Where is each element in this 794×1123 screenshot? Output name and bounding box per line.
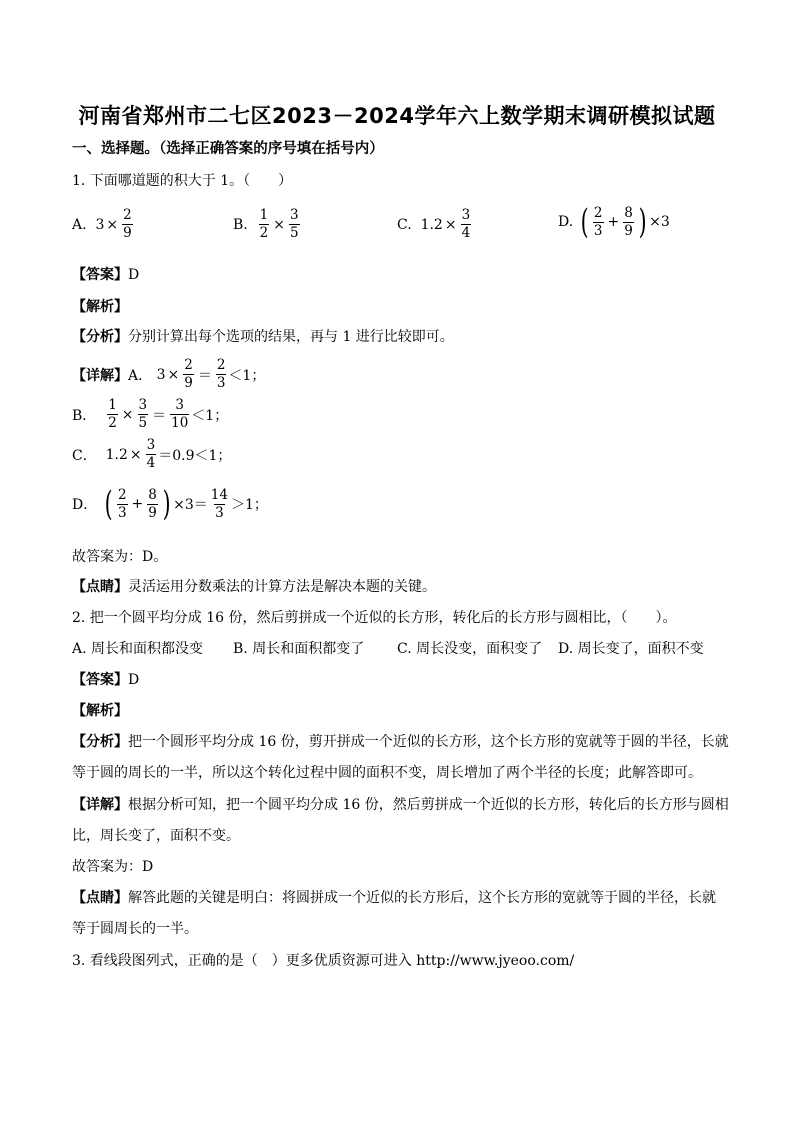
fraction: $\frac{2}{3}$ xyxy=(117,486,127,521)
fraction: $\frac{2}{9}$ xyxy=(184,357,193,391)
q1-fenxi: 【分析】分别计算出每个选项的结果，再与 1 进行比较即可。 xyxy=(72,329,454,345)
q1-answer: 【答案】D xyxy=(72,267,140,283)
q2-analysis-heading: 【解析】 xyxy=(72,703,128,719)
q1-stem: 1. 下面哪道题的积大于 1。（ ） xyxy=(72,173,293,189)
fraction: $\frac{1}{2}$ xyxy=(259,207,269,241)
q2-detail-line2: 比，周长变了，面积不变。 xyxy=(72,828,240,844)
q1-analysis-heading: 【解析】 xyxy=(72,299,128,315)
q2-fenxi-line1: 【分析】把一个圆形平均分成 16 份，剪开拼成一个近似的长方形，这个长方形的宽就等于圆的半径，长就 xyxy=(72,734,729,750)
q3-stem: 3. 看线段图列式，正确的是（ ）更多优质资源可进入 http://www.jyeoo.com/ xyxy=(72,953,575,969)
document-title: 河南省郑州市二七区2023－2024学年六上数学期末调研模拟试题 xyxy=(78,104,716,128)
q2-detail-line1: 【详解】根据分析可知，把一个圆平均分成 16 份，然后剪拼成一个近似的长方形，转化后的长方形与圆相 xyxy=(72,797,729,813)
q1-option-d: D. ( $\frac{2}{3}$ + $\frac{8}{9}$ ) ×3 xyxy=(558,202,670,242)
q2-conclusion: 故答案为：D xyxy=(72,859,154,875)
fraction: $\frac{3}{4}$ xyxy=(461,207,471,241)
q2-option-a: A. 周长和面积都没变 xyxy=(72,641,204,657)
fraction: $\frac{2}{9}$ xyxy=(123,207,132,241)
q1-option-b: B. $\frac{1}{2}$ × $\frac{3}{5}$ xyxy=(233,207,299,241)
q2-answer: 【答案】D xyxy=(72,672,140,688)
q1-detail-d: D． ( $\frac{2}{3}$ + $\frac{8}{9}$ ) ×3＝ $\frac{14}{3}$ ＞1； xyxy=(72,484,268,524)
fraction: $\frac{3}{4}$ xyxy=(146,437,156,471)
q2-option-b: B. 周长和面积都变了 xyxy=(233,641,365,657)
q2-dianjing-line1: 【点睛】解答此题的关键是明白：将圆拼成一个近似的长方形后，这个长方形的宽就等于圆的半径，长就 xyxy=(72,890,716,906)
q2-fenxi-line2: 等于圆的周长的一半，所以这个转化过程中圆的面积不变，周长增加了两个半径的长度；此解答即可。 xyxy=(72,765,702,781)
fraction: $\frac{3}{10}$ xyxy=(171,397,189,431)
q2-dianjing-line2: 等于圆周长的一半。 xyxy=(72,921,198,937)
q1-conclusion: 故答案为：D。 xyxy=(72,549,168,565)
fraction: $\frac{3}{5}$ xyxy=(289,207,299,241)
q2-stem: 2. 把一个圆平均分成 16 份，然后剪拼成一个近似的长方形，转化后的长方形与圆相比，（ ）。 xyxy=(72,610,677,626)
q1-option-c: C. 1.2 × $\frac{3}{4}$ xyxy=(397,207,471,241)
fraction: $\frac{2}{3}$ xyxy=(593,204,603,239)
q2-option-d: D. 周长变了，面积不变 xyxy=(558,641,704,657)
fraction: $\frac{1}{2}$ xyxy=(108,397,117,431)
fraction: $\frac{14}{3}$ xyxy=(210,486,228,521)
fraction: $\frac{3}{5}$ xyxy=(138,397,148,431)
q1-dianjing: 【点睛】灵活运用分数乘法的计算方法是解决本题的关键。 xyxy=(72,579,436,595)
q1-detail-a: 【详解】 A． 3 × $\frac{2}{9}$ ＝ $\frac{2}{3}$ ＜1； xyxy=(72,357,266,391)
q1-detail-c: C． 1.2 × $\frac{3}{4}$ ＝0.9＜1； xyxy=(72,437,232,471)
fraction: $\frac{2}{3}$ xyxy=(216,357,226,391)
fraction: $\frac{8}{9}$ xyxy=(148,486,157,521)
fraction: $\frac{8}{9}$ xyxy=(624,204,633,239)
q2-option-c: C. 周长没变，面积变了 xyxy=(397,641,543,657)
section-heading: 一、选择题。（选择正确答案的序号填在括号内） xyxy=(72,141,384,157)
q1-option-a: A. 3 × $\frac{2}{9}$ xyxy=(72,207,132,241)
q1-detail-b: B． $\frac{1}{2}$ × $\frac{3}{5}$ ＝ $\frac{3}{10}$ ＜1； xyxy=(72,397,229,431)
